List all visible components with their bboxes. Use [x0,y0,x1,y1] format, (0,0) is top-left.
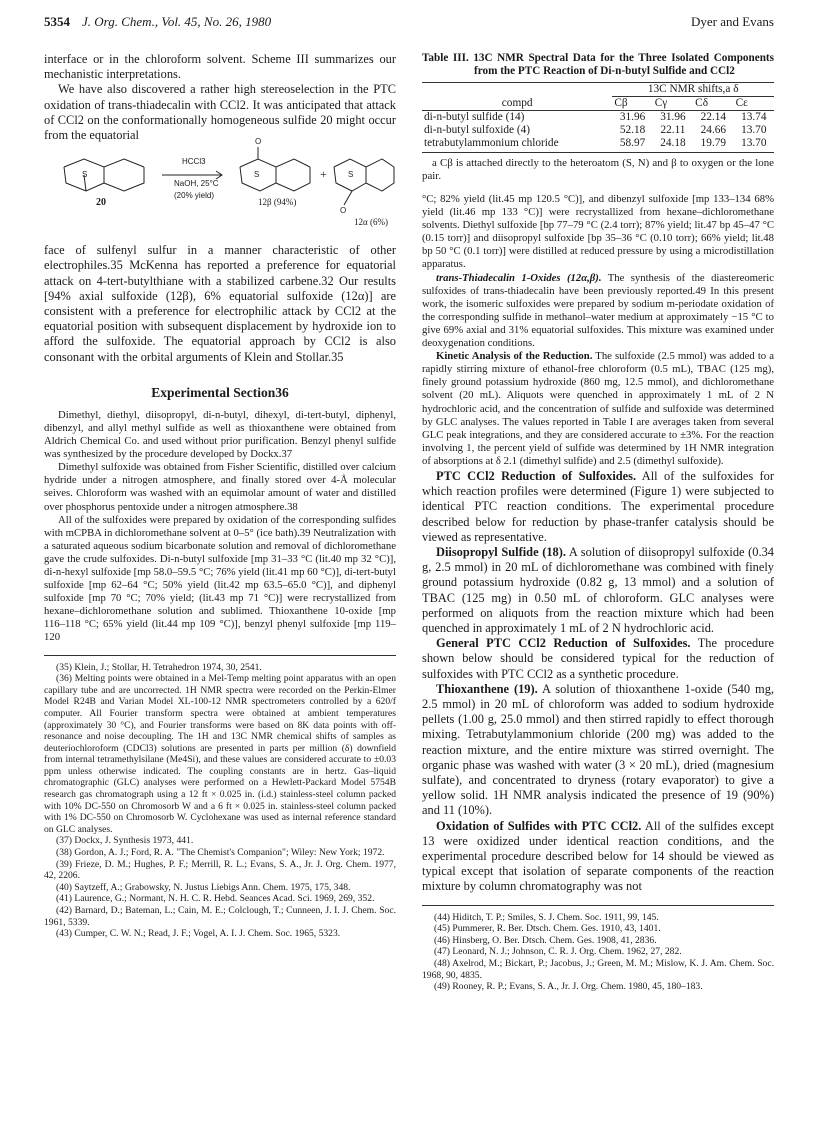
reference-list [44,662,396,940]
section-title: Experimental Section36 [151,384,289,400]
table-cell: tetrabutylammonium chloride [422,137,612,153]
reference: (36) Melting points were obtained in a Mel-Temp melting point apparatus with an open capillary tube and are uncorrected. 1H NMR spectra were recorded on the Perkin-Elmer Model R24B and Varian Model XL-100-12 NMR spectrometers controlled by a 620/f computer. All Fourier transform spectra were obtained at ambient temperatures (approximately 30 °C), and Fourier transforms were based on 8K data points with off-resonance and noise decoupling. The 1H and 13C NMR chemical shifts of samples as deuteriochloroform (CDCl3) solutions are presented in parts per million (δ) downfield from internal tetramethylsilane (Me4Si), and these values are considered accurate to ±0.03 ppm unless otherwise indicated. The coupling constants are in hertz. Gas–liquid chromatographic (GLC) analyses were performed on a Hewlett-Packard Model 5754B research gas chromatograph using a 12 ft × 0.025 in. (i.d.) stainless-steel column packed with 10% DC-550 on Chromosorb W and a 6 ft × 0.025 in. stainless-steel column packed with 1% DC-550 on Chromosorb W. Cyclohexane was used as internal reference standard on GLC analyses. [44,673,396,835]
table-caption-text: 13C NMR Spectral Data for the Three Isolated Components from the PTC Reaction of Di-n-butyl Sulfide and CCl2 [473,52,774,77]
paragraph: All of the sulfoxides were prepared by oxidation of the corresponding sulfides with mCPBA in dichloromethane solvent at 0–5° (ice bath).39 Neutralization with a saturated aqueous sodium bicarbonate solution and removal of dichloromethane gave the crude sulfoxides. Di-n-butyl sulfoxide [mp 31–33 °C (lit.40 mp 32 °C)], di-n-hexyl sulfoxide [mp 58.0–59.5 °C; 76% yield (lit.41 mp 60 °C)], di-tert-butyl sulfoxide [mp 62–64 °C; 50% yield (lit.42 mp 63.5–65.0 °C)], and diphenyl sulfoxide [mp 70 °C; 70% yield; (lit.43 mp 71 °C)] were recrystallized from hexane–dichloromethane solution and sublimed. Thioxanthene 10-oxide [mp 116–118 °C; 65% yield (lit.44 mp 109 °C)], benzyl phenyl sulfoxide [mp 119–120 [44,513,396,644]
reference: (39) Frieze, D. M.; Hughes, P. F.; Merrill, R. L.; Evans, S. A., Jr. J. Org. Chem. 1977, 42, 2206. [44,858,396,882]
table-header: Cβ [612,97,652,111]
paragraph: General PTC CCl2 Reduction of Sulfoxides. The procedure shown below should be considered typical for the reduction of sulfoxides with PTC CCl2 as a synthetic procedure. [422,636,774,681]
table-cell: 13.74 [741,111,767,123]
nmr-table [422,82,774,153]
reference: (44) Hiditch, T. P.; Smiles, S. J. Chem. Soc. 1911, 99, 145. [434,911,659,923]
paragraph: We have also discovered a rather high stereoselection in the PTC oxidation of trans-thiadecalin with CCl2. It was anticipated that attack of CCl2 on the conformationally homogeneous sulfide 20 might occur from the equatorial [44,82,396,143]
table-cell: 31.96 [660,111,686,123]
table-cell: 22.14 [700,111,727,123]
svg-text:S: S [82,170,88,180]
run-in-heading: Oxidation of Sulfides with PTC CCl2. [436,818,642,833]
table-header-compd: compd [422,97,612,111]
running-header [44,14,774,34]
reaction-scheme [44,137,396,239]
footnote-divider [44,655,396,656]
table-footnote: a Cβ is attached directly to the heteroatom (S, N) and β to oxygen or the lone pair. [422,157,774,182]
table-cell: 24.66 [700,124,727,136]
reference: (40) Saytzeff, A.; Grabowsky, N. Justus Liebigs Ann. Chem. 1975, 175, 348. [56,881,351,893]
right-column [422,52,774,993]
table-cell: 31.96 [619,111,646,123]
table-cell: 19.79 [693,137,733,153]
run-in-heading: trans-Thiadecalin 1-Oxides (12α,β). [436,271,602,284]
reference: (42) Barnard, D.; Bateman, L.; Cain, M. E.; Colclough, T.; Cunneen, J. I. J. Chem. Soc. 1961, 5339. [44,905,396,928]
paragraph: Dimethyl, diethyl, diisopropyl, di-n-butyl, dihexyl, di-tert-butyl, diphenyl, dibenzyl, and allyl methyl sulfide as well as thioxanthene were obtained from Aldrich Chemical Co. and used without prior purification. Benzyl phenyl sulfide was synthesized by the procedure developed by Dockx.37 [44,408,396,461]
table-row [422,124,774,137]
run-in-heading: Thioxanthene (19). [436,681,538,696]
footnote-divider [422,905,774,906]
reference: (37) Dockx, J. Synthesis 1973, 441. [56,835,194,847]
reference: (45) Pummerer, R. Ber. Dtsch. Chem. Ges. 1910, 43, 1401. [434,923,661,935]
compound-label-12a: 12α (6%) [354,217,388,228]
reference: (35) Klein, J.; Stollar, H. Tetrahedron 1974, 30, 2541. [56,661,262,673]
reference: (48) Axelrod, M.; Bickart, P.; Jacobus, J.; Green, M. M.; Mislow, K. J. Am. Chem. Soc. 1968, 90, 4835. [422,958,774,981]
table-row [422,137,774,153]
paragraph: face of sulfenyl sulfur in a manner characteristic of other electrophiles.35 McKenna has reported a preference for equatorial attack on 4-tert-butylthiane with a stabilized carbene.32 Our results [94% axial sulfoxide (12β), 6% equatorial sulfoxide (12α)] are consistent with a preference for electrophilic attack by CCl2 at the equatorial position with subsequent displacement by hydroxide ion to afford the sulfoxide. The equatorial approach by CCl2 is also consonant with the orbital arguments of Klein and Stollar.35 [44,243,396,364]
paragraph: Dimethyl sulfoxide was obtained from Fisher Scientific, distilled over calcium hydride under a nitrogen atmosphere, and finally stored over 4-Å molecular seives. Chloroform was washed with an equimolar amount of water and distilled over phosphorus pentoxide under a nitrogen atmosphere.38 [44,461,396,513]
table-cell: 13.70 [741,124,767,136]
table-label: Table III. [422,52,469,64]
reference: (49) Rooney, R. P.; Evans, S. A., Jr. J. Org. Chem. 1980, 45, 180–183. [434,981,703,993]
run-in-heading: Diisopropyl Sulfide (18). [436,544,566,559]
compound-label-12b: 12β (94%) [258,197,297,208]
table-cell: 52.18 [619,124,646,136]
paragraph: interface or in the chloroform solvent. Scheme III summarizes our mechanistic interpretations. [44,52,396,82]
run-in-heading: PTC CCl2 Reduction of Sulfoxides. [436,468,637,483]
table-cell: 58.97 [612,137,652,153]
reagent-top: HCCl3 [182,157,206,167]
journal-citation: J. Org. Chem., Vol. 45, No. 26, 1980 [82,14,272,29]
table-cell: di-n-butyl sulfide (14) [424,111,525,123]
table-header: Cγ [653,97,693,111]
paragraph: Oxidation of Sulfides with PTC CCl2. All of the sulfides except 13 were oxidized under identical reaction conditions, and the experimental procedure described below for 14 should be viewed as typical except that isolation of separate components of the reaction mixture by column chromatography was not [422,818,774,894]
paragraph: trans-Thiadecalin 1-Oxides (12α,β). The synthesis of the diastereomeric sulfoxides of trans-thiadecalin have been previously reported.49 In this present work, the isomeric sulfoxides were prepared by sodium m-periodate oxidation of the corresponding sulfide in methanol–water medium at approximately −15 °C to give 69% axial and 31% equatorial sulfoxides. This mixture was examined under deoxygenation conditions. [422,271,774,350]
table-row [422,111,774,125]
table-group-header: 13C NMR shifts,a δ [612,83,774,97]
scheme-drawing [44,137,396,239]
reference: (38) Gordon, A. J.; Ford, R. A. "The Chemist's Companion"; Wiley: New York; 1972. [56,847,385,859]
reference: (41) Laurence, G.; Normant, N. H. C. R. Hebd. Seances Acad. Sci. 1969, 269, 352. [56,893,375,905]
table-cell: 22.11 [660,124,686,136]
table-caption [422,52,774,78]
reference: (46) Hinsberg, O. Ber. Dtsch. Chem. Ges. 1908, 41, 2836. [434,934,657,946]
reagent-mid: NaOH, 25°C [174,179,219,189]
reference: (43) Cumper, C. W. N.; Read, J. F.; Vogel, A. I. J. Chem. Soc. 1965, 5323. [56,928,341,940]
run-in-heading: General PTC CCl2 Reduction of Sulfoxides. [436,636,691,651]
table-cell: 24.18 [653,137,693,153]
paragraph: Kinetic Analysis of the Reduction. The sulfoxide (2.5 mmol) was added to a rapidly stirring mixture of ethanol-free chloroform (0.5 mL), TBAC (125 mg), finely ground potassium hydroxide (860 mg, 12.5 mmol), and dichloromethane solvent (20 mL). Aliquots were quenched in approximately 1 mL of 2 N hydrochloric acid, and the concentration of sulfide and sulfoxide was determined by GLC analyses. The values reported in Table I are averages taken from several GLC peak integrations, and they are considered accurate to ±3%. For the reaction involving 1, the percent yield of sulfide was determined by 1H NMR integration of absorptions at δ 2.1 (dimethyl sulfide) and 2.5 (dimethyl sulfoxide). [422,350,774,467]
table-header: Cε [734,97,774,111]
svg-text:S: S [348,170,354,180]
compound-label-20: 20 [96,197,106,209]
table-cell: 13.70 [734,137,774,153]
paragraph: PTC CCl2 Reduction of Sulfoxides. All of the sulfoxides for which reaction profiles were determined (Figure 1) were subjected to identical PTC reaction conditions. The experimental procedure described below for reduction by phase-tranfer catalysis should be viewed as representative. [422,468,775,544]
run-in-heading: Kinetic Analysis of the Reduction. [436,350,593,363]
svg-text:O: O [255,137,262,147]
reagent-bot: (20% yield) [174,191,215,201]
svg-text:O: O [340,206,347,216]
paragraph: Thioxanthene (19). A solution of thioxanthene 1-oxide (540 mg, 2.5 mmol) in 20 mL of chloroform was added to sodium hydroxide pellets (1.00 g, 25.0 mmol) and then stirred rapidly to effect thorough mixing. Tetrabutylammonium chloride (200 mg) was added to the reaction mixture, and the entire mixture was stirred overnight. The organic phase was washed with water (3 × 20 mL), dried (magnesium sulfate), and concentrated to dryness (rotary evaporator) to give a yellow solid. 1H NMR analysis indicated the presence of 19 (90%) and 11 (10%). [422,681,774,818]
reference: (47) Leonard, N. J.; Johnson, C. R. J. Org. Chem. 1962, 27, 282. [434,946,682,958]
paragraph: Diisopropyl Sulfide (18). A solution of diisopropyl sulfoxide (0.34 g, 2.5 mmol) in 20 mL of dichloromethane was combined with finely ground potassium hydroxide (0.82 g, 13 mmol) and a solution of TBAC (125 mg) in 0.50 mL of chloroform. GLC analyses were performed on aliquots from the reaction mixture which had been quenched in approximately 1 mL of 2 N hydrochloric acid. [422,544,774,635]
table-header: Cδ [693,97,733,111]
page-number: 5354 [44,14,70,29]
plus-sign: + [320,167,327,182]
paragraph: °C; 82% yield (lit.45 mp 120.5 °C)], and dibenzyl sulfoxide [mp 133–134 68% yield (lit.46 mp 133 °C)] were recrystallized from hexane–dichloromethane solvents. Diethyl sulfoxide [bp 77–79 °C (2.4 torr); 87% yield; lit.47 bp 45–47 °C (0.15 torr)] and diisopropyl sulfoxide [bp 35–36 °C (0.10 torr); 66% yield; lit.48 bp 50 °C (0.1 torr)] were distilled at reduced pressure by using a microdistillation apparatus. [422,193,774,271]
reference-list [422,912,774,993]
left-column [44,52,396,940]
svg-text:S: S [254,170,260,180]
table-cell: di-n-butyl sulfoxide (4) [424,124,531,136]
running-authors: Dyer and Evans [690,14,774,29]
